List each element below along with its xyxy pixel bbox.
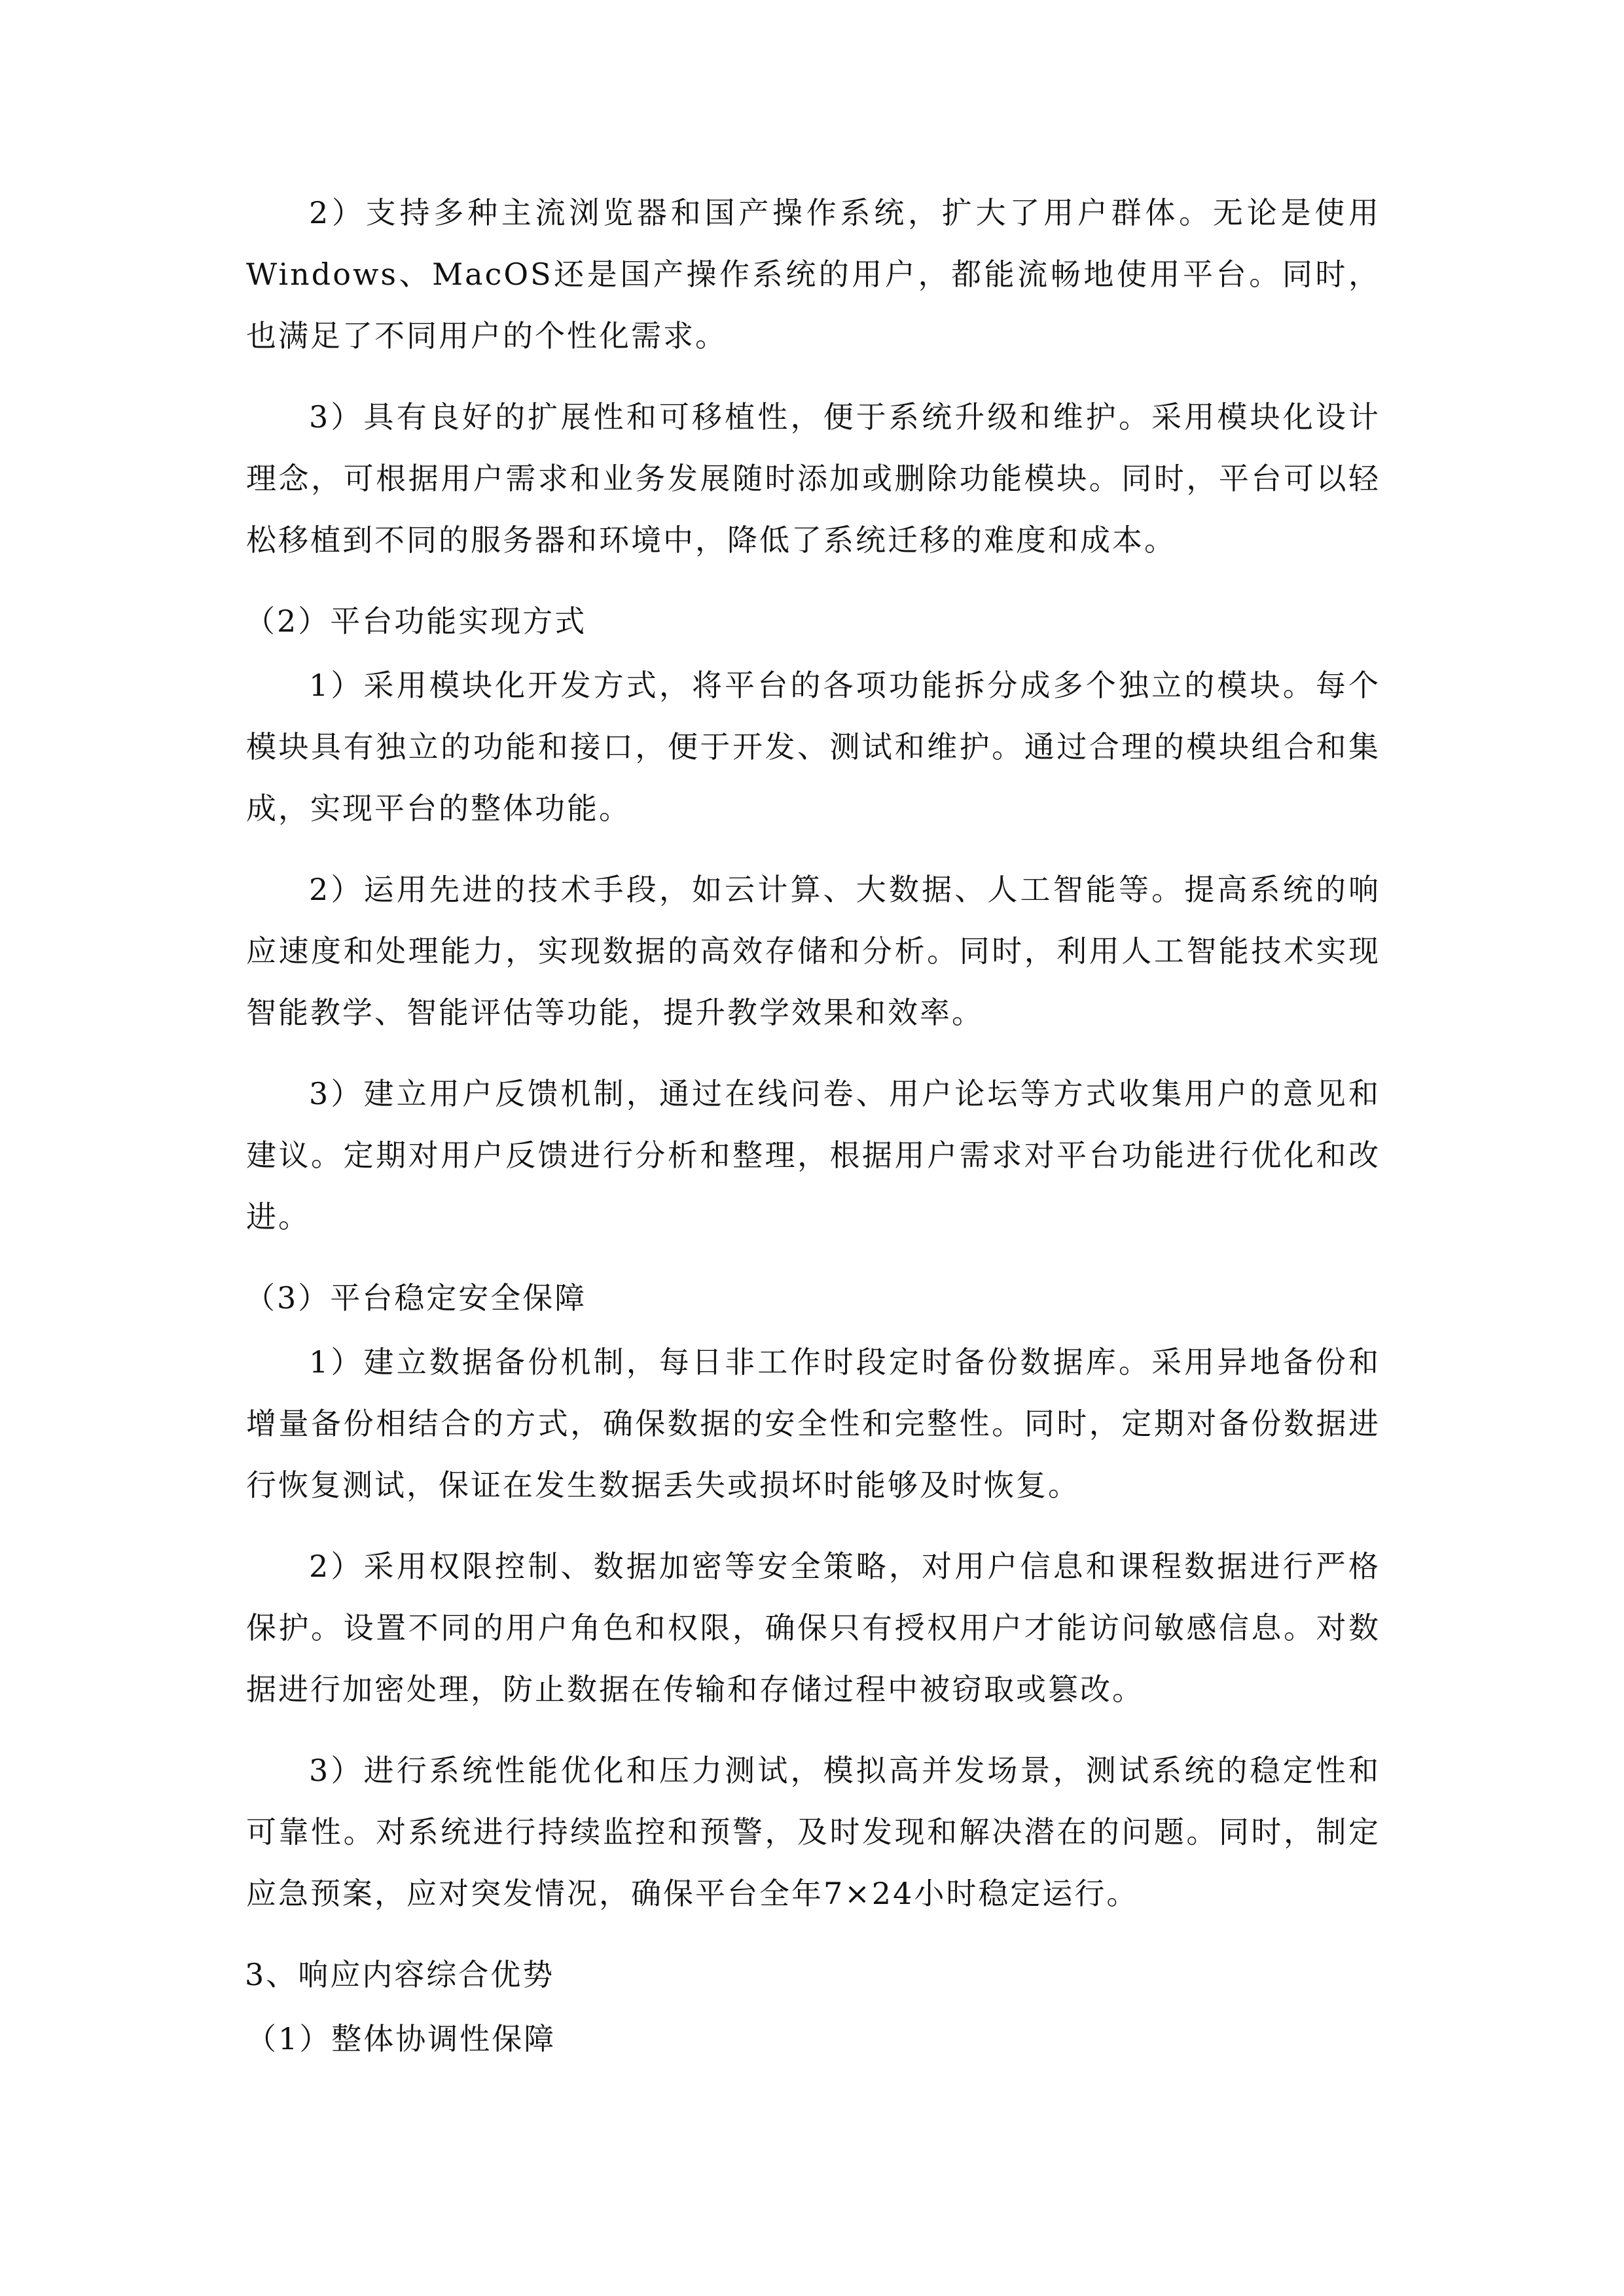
document-page	[246, 182, 1380, 2070]
heading-overall-coordination: （1）整体协调性保障	[246, 2021, 556, 2056]
paragraph-extensibility: 3）具有良好的扩展性和可移植性，便于系统升级和维护。采用模块化设计理念，可根据用户需求和业务发展随时添加或删除功能模块。同时，平台可以轻松移植到不同的服务器和环境中，降低了系统迁移的难度和成本。	[246, 399, 1380, 558]
paragraph-advanced-technology: 2）运用先进的技术手段，如云计算、大数据、人工智能等。提高系统的响应速度和处理能力，实现数据的高效存储和分析。同时，利用人工智能技术实现智能教学、智能评估等功能，提升教学效果和效率。	[246, 872, 1380, 1030]
paragraph-access-control: 2）采用权限控制、数据加密等安全策略，对用户信息和课程数据进行严格保护。设置不同的用户角色和权限，确保只有授权用户才能访问敏感信息。对数据进行加密处理，防止数据在传输和存储过程中被窃取或篡改。	[246, 1549, 1380, 1707]
paragraph-performance-testing: 3）进行系统性能优化和压力测试，模拟高并发场景，测试系统的稳定性和可靠性。对系统进行持续监控和预警，及时发现和解决潜在的问题。同时，制定应急预案，应对突发情况，确保平台全年7×24小时稳定运行。	[246, 1753, 1380, 1911]
heading-function-implementation: （2）平台功能实现方式	[245, 603, 587, 639]
heading-comprehensive-advantages: 3、响应内容综合优势	[245, 1957, 555, 1992]
paragraph-browser-support: 2）支持多种主流浏览器和国产操作系统，扩大了用户群体。无论是使用Windows、MacOS还是国产操作系统的用户，都能流畅地使用平台。同时，也满足了不同用户的个性化需求。	[246, 195, 1380, 353]
heading-stability-security: （3）平台稳定安全保障	[245, 1280, 587, 1316]
paragraph-modular-development: 1）采用模块化开发方式，将平台的各项功能拆分成多个独立的模块。每个模块具有独立的功能和接口，便于开发、测试和维护。通过合理的模块组合和集成，实现平台的整体功能。	[246, 668, 1380, 826]
paragraph-user-feedback: 3）建立用户反馈机制，通过在线问卷、用户论坛等方式收集用户的意见和建议。定期对用户反馈进行分析和整理，根据用户需求对平台功能进行优化和改进。	[246, 1076, 1380, 1234]
paragraph-data-backup: 1）建立数据备份机制，每日非工作时段定时备份数据库。采用异地备份和增量备份相结合的方式，确保数据的安全性和完整性。同时，定期对备份数据进行恢复测试，保证在发生数据丢失或损坏时能够及时恢复。	[246, 1344, 1380, 1503]
